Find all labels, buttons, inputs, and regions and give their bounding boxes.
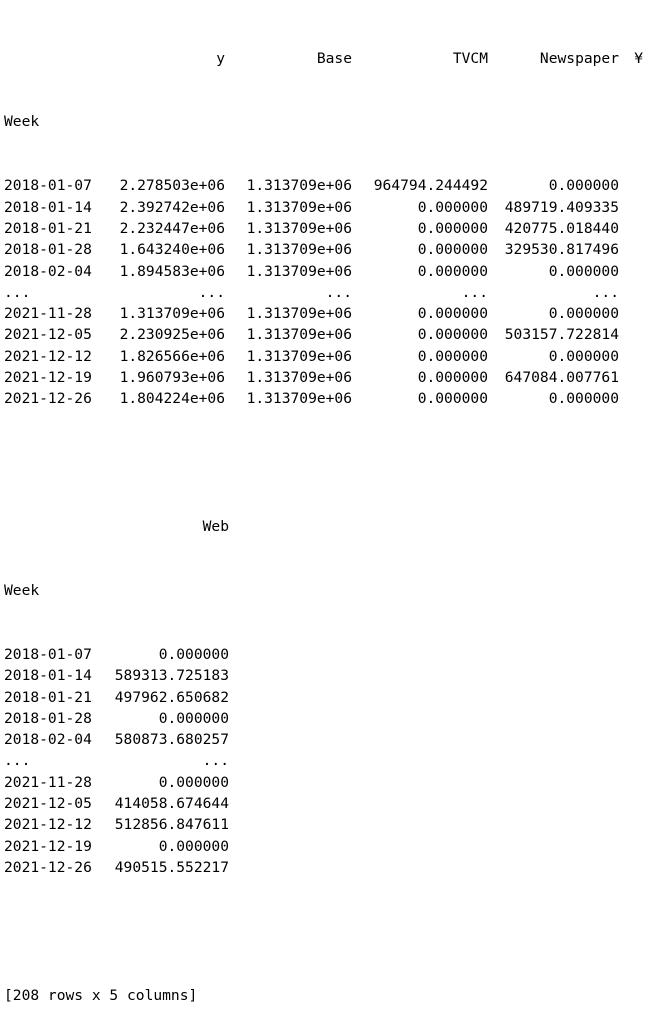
table-row	[4, 367, 643, 388]
cell-y: 1.643240e+06	[119, 241, 225, 259]
row-index-week: 2018-01-14	[4, 198, 92, 216]
cell-tvcm: 0.000000	[417, 219, 488, 237]
column-header-newspaper: Newspaper	[539, 49, 619, 67]
cell-tvcm: 0.000000	[417, 305, 488, 323]
cell-base: 1.313709e+06	[246, 241, 352, 259]
cell-base: 1.313709e+06	[246, 390, 352, 408]
cell-newspaper: 647084.007761	[504, 369, 619, 387]
index-name-label: Week	[4, 113, 40, 131]
line-wrap-marker: ¥	[634, 49, 643, 67]
cell-base: 1.313709e+06	[246, 305, 352, 323]
cell-base: 1.313709e+06	[246, 177, 352, 195]
row-index-week: 2018-01-28	[4, 241, 92, 259]
cell-newspaper: 0.000000	[548, 305, 619, 323]
cell-newspaper: 489719.409335	[504, 198, 619, 216]
cell-tvcm: 0.000000	[417, 347, 488, 365]
cell-web: 490515.552217	[114, 858, 229, 876]
cell-web: 0.000000	[158, 837, 229, 855]
row-index-week: 2018-02-04	[4, 262, 92, 280]
cell-newspaper: 503157.722814	[504, 326, 619, 344]
table-row	[4, 644, 643, 665]
row-index-week: 2021-12-12	[4, 816, 92, 834]
row-index-week: 2021-11-28	[4, 773, 92, 791]
row-index-week: 2018-01-07	[4, 645, 92, 663]
table2-index-name	[4, 580, 643, 601]
cell-base: 1.313709e+06	[246, 326, 352, 344]
cell-y: ...	[198, 283, 225, 301]
cell-tvcm: 0.000000	[417, 390, 488, 408]
cell-y: 1.804224e+06	[119, 390, 225, 408]
cell-tvcm: 964794.244492	[373, 177, 488, 195]
cell-newspaper: 0.000000	[548, 177, 619, 195]
row-index-week: 2018-01-07	[4, 177, 92, 195]
cell-web: 512856.847611	[114, 816, 229, 834]
cell-tvcm: 0.000000	[417, 369, 488, 387]
row-index-week: 2018-02-04	[4, 731, 92, 749]
table-row	[4, 197, 643, 218]
row-index-week: 2018-01-21	[4, 688, 92, 706]
table-row	[4, 729, 643, 750]
cell-base: 1.313709e+06	[246, 347, 352, 365]
row-index-week: ...	[4, 752, 31, 770]
table-row	[4, 857, 643, 878]
row-index-week: 2021-12-19	[4, 837, 92, 855]
cell-y: 2.278503e+06	[119, 177, 225, 195]
cell-y: 1.826566e+06	[119, 347, 225, 365]
cell-web: ...	[202, 752, 229, 770]
table1-header-row	[4, 48, 643, 69]
cell-web: 414058.674644	[114, 794, 229, 812]
row-index-week: 2021-11-28	[4, 305, 92, 323]
cell-newspaper: 420775.018440	[504, 219, 619, 237]
table2-body	[4, 644, 643, 878]
spacer	[4, 452, 643, 473]
cell-tvcm: 0.000000	[417, 326, 488, 344]
row-index-week: 2021-12-05	[4, 326, 92, 344]
cell-newspaper: 0.000000	[548, 262, 619, 280]
cell-base: 1.313709e+06	[246, 219, 352, 237]
table2-header-row	[4, 516, 643, 537]
cell-y: 1.894583e+06	[119, 262, 225, 280]
cell-y: 1.313709e+06	[119, 305, 225, 323]
cell-tvcm: 0.000000	[417, 262, 488, 280]
table-row	[4, 793, 643, 814]
table-row	[4, 814, 643, 835]
cell-base: 1.313709e+06	[246, 369, 352, 387]
row-index-week: 2018-01-14	[4, 667, 92, 685]
column-header-tvcm: TVCM	[452, 49, 488, 67]
cell-web: 0.000000	[158, 773, 229, 791]
cell-y: 2.230925e+06	[119, 326, 225, 344]
table-row	[4, 772, 643, 793]
cell-newspaper: ...	[592, 283, 619, 301]
row-index-week: 2021-12-05	[4, 794, 92, 812]
column-header-web: Web	[202, 518, 229, 536]
cell-tvcm: 0.000000	[417, 241, 488, 259]
cell-tvcm: ...	[461, 283, 488, 301]
spacer	[4, 921, 643, 942]
row-index-week: 2018-01-21	[4, 219, 92, 237]
summary-line: [208 rows x 5 columns]	[4, 986, 198, 1004]
cell-web: 0.000000	[158, 645, 229, 663]
table1-index-name	[4, 111, 643, 132]
cell-newspaper: 0.000000	[548, 347, 619, 365]
cell-base: ...	[325, 283, 352, 301]
cell-web: 580873.680257	[114, 731, 229, 749]
table1-body	[4, 175, 643, 409]
cell-newspaper: 329530.817496	[504, 241, 619, 259]
cell-web: 589313.725183	[114, 667, 229, 685]
table-row	[4, 261, 643, 282]
cell-y: 1.960793e+06	[119, 369, 225, 387]
table-row	[4, 239, 643, 260]
row-index-week: 2021-12-19	[4, 369, 92, 387]
cell-web: 497962.650682	[114, 688, 229, 706]
row-index-week: 2021-12-12	[4, 347, 92, 365]
table-row	[4, 282, 643, 303]
column-header-base: Base	[316, 49, 352, 67]
table-row	[4, 324, 643, 345]
cell-base: 1.313709e+06	[246, 198, 352, 216]
table-row	[4, 836, 643, 857]
cell-tvcm: 0.000000	[417, 198, 488, 216]
table-row	[4, 218, 643, 239]
console-output	[4, 5, 643, 1027]
table-row	[4, 388, 643, 409]
cell-newspaper: 0.000000	[548, 390, 619, 408]
cell-y: 2.392742e+06	[119, 198, 225, 216]
index-name-label: Week	[4, 582, 40, 600]
table-row	[4, 665, 643, 686]
cell-web: 0.000000	[158, 709, 229, 727]
table-row	[4, 687, 643, 708]
column-header-y: y	[216, 49, 225, 67]
table-row	[4, 750, 643, 771]
row-index-week: ...	[4, 283, 31, 301]
cell-base: 1.313709e+06	[246, 262, 352, 280]
table-row	[4, 303, 643, 324]
cell-y: 2.232447e+06	[119, 219, 225, 237]
table-row	[4, 708, 643, 729]
row-index-week: 2021-12-26	[4, 390, 92, 408]
table-row	[4, 175, 643, 196]
table-row	[4, 346, 643, 367]
row-index-week: 2018-01-28	[4, 709, 92, 727]
row-index-week: 2021-12-26	[4, 858, 92, 876]
